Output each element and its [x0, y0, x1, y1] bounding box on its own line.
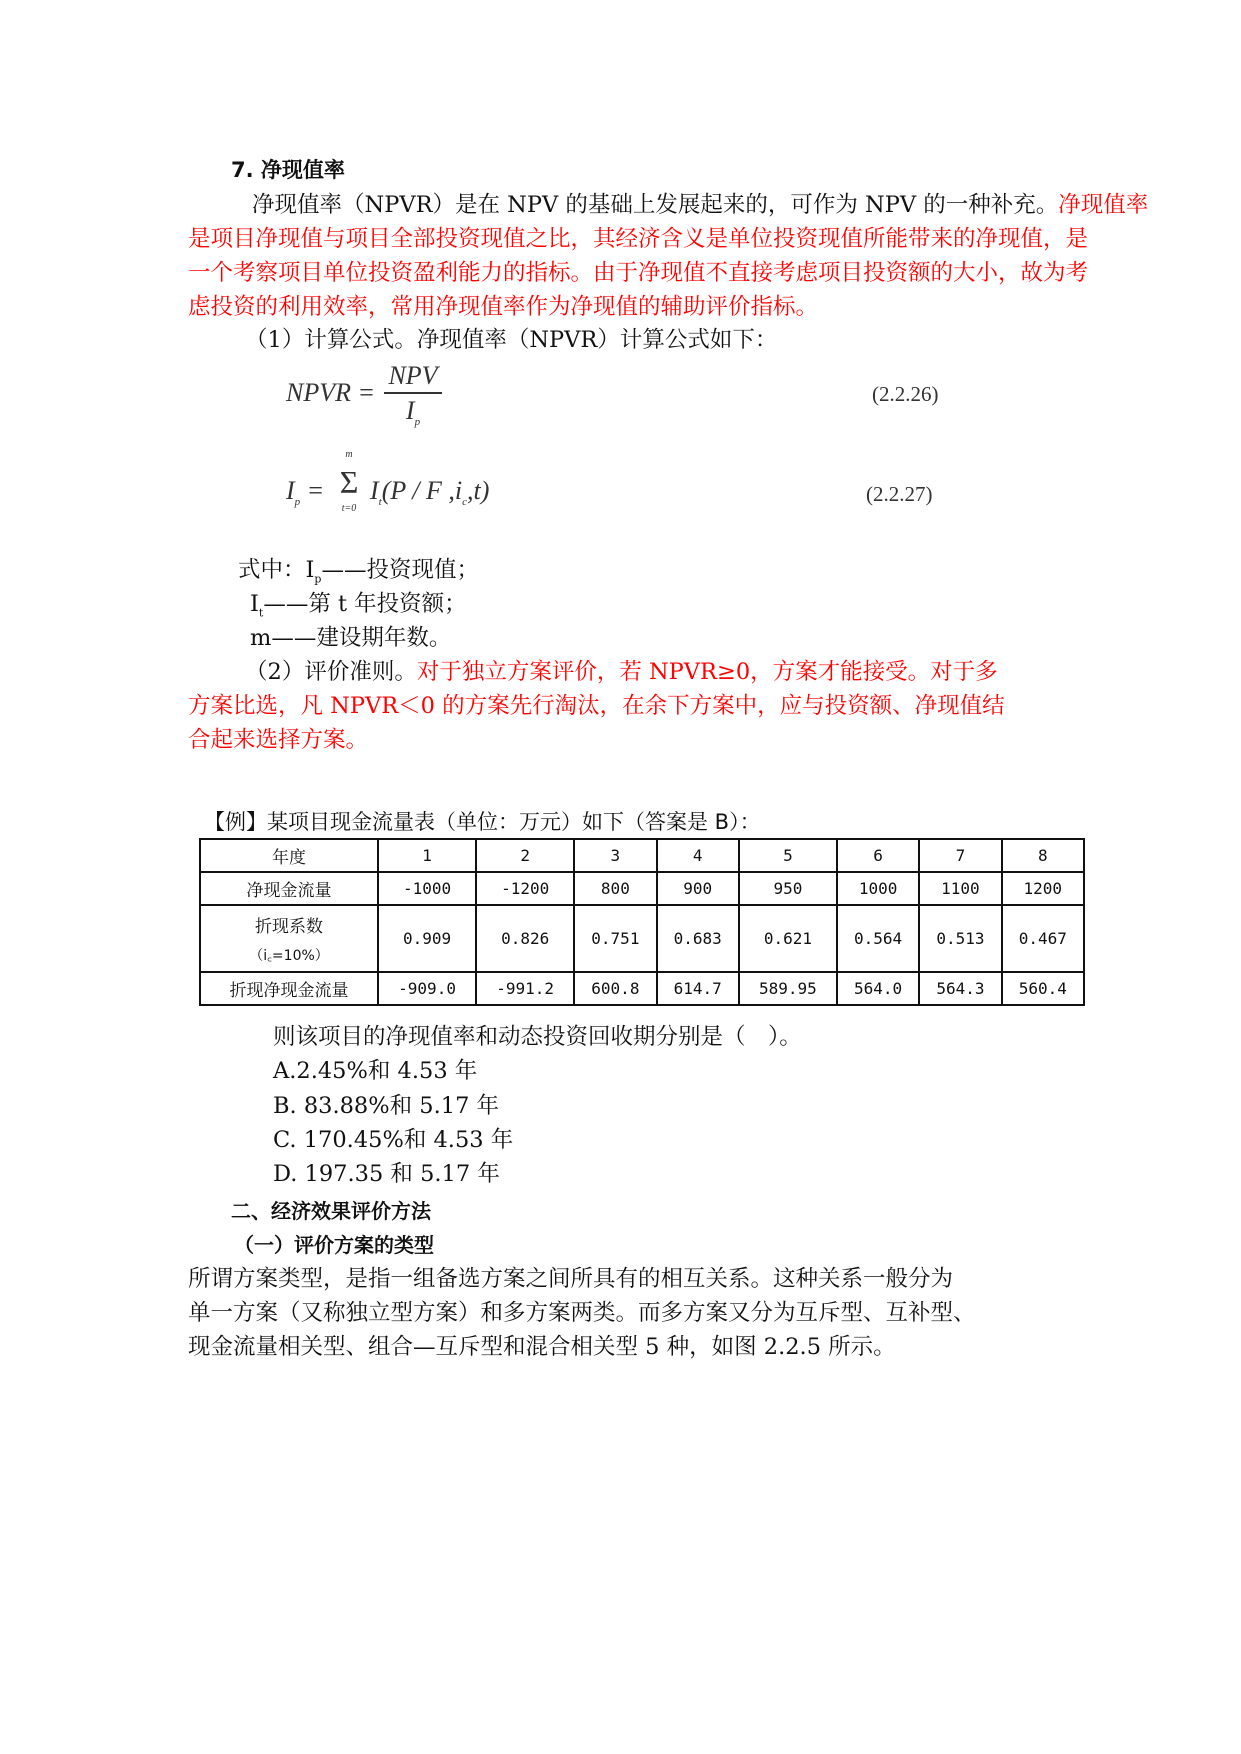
- table-cell: 0.826: [476, 905, 574, 972]
- table-cell: 800: [574, 872, 656, 905]
- table-cell: 560.4: [1002, 972, 1084, 1005]
- it-sub: t: [378, 496, 382, 509]
- table-header-cell: 3: [574, 839, 656, 872]
- ip-symbol: I: [286, 476, 295, 505]
- option-a: A.2.45%和 4.53 年: [273, 1058, 478, 1084]
- def-text: ——投资现值；: [321, 557, 479, 583]
- sum-lower: t=0: [341, 503, 357, 514]
- def-symbol: m: [250, 625, 272, 651]
- table-header-cell: 6: [837, 839, 919, 872]
- criteria-line-2: 方案比选，凡 NPVR＜0 的方案先行淘汰，在余下方案中，应与投资额、净现值结: [188, 693, 1005, 719]
- formula-lhs: NPVR =: [286, 378, 376, 407]
- intro-text: 净现值率（NPVR）是在 NPV 的基础上发展起来的，可作为 NPV 的一种补充。: [252, 192, 1059, 218]
- table-header-cell: 7: [919, 839, 1001, 872]
- table-header-cell: 4: [657, 839, 739, 872]
- formula-numerator: NPV: [384, 360, 442, 394]
- formula-ip-body: [370, 476, 490, 509]
- table-cell: -1200: [476, 872, 574, 905]
- intro-line-4: 虑投资的利用效率，常用净现值率作为净现值的辅助评价指标。: [188, 294, 819, 320]
- definition-m: [250, 621, 1130, 655]
- criteria-label: （2）评价准则。: [245, 659, 417, 685]
- closing-line-3: 现金流量相关型、组合—互斥型和混合相关型 5 种，如图 2.2.5 所示。: [188, 1334, 896, 1360]
- table-cell: 0.751: [574, 905, 656, 972]
- table-row-label: [200, 905, 378, 972]
- equation-number-1: (2.2.26): [872, 382, 939, 406]
- table-cell: 564.3: [919, 972, 1001, 1005]
- table-row: [200, 972, 1084, 1005]
- sum-operator: [334, 448, 364, 516]
- table-cell: 564.0: [837, 972, 919, 1005]
- table-cell: 600.8: [574, 972, 656, 1005]
- table-cell: 900: [657, 872, 739, 905]
- def-text: ——第 t 年投资额；: [263, 591, 467, 617]
- table-cell: 0.513: [919, 905, 1001, 972]
- definition-ip: [238, 553, 1118, 587]
- formula-fraction: [384, 360, 442, 428]
- def-text: ——建设期年数。: [271, 625, 452, 651]
- table-cell: 0.467: [1002, 905, 1084, 972]
- table-row-label: 净现金流量: [200, 872, 378, 905]
- formula-denominator: [384, 394, 442, 428]
- table-cell: -991.2: [476, 972, 574, 1005]
- row-label-note: （i꜀=10%）: [249, 948, 329, 964]
- definition-it: [250, 587, 1130, 621]
- closing-line-2: 单一方案（又称独立型方案）和多方案两类。而多方案又分为互斥型、互补型、: [188, 1300, 976, 1326]
- option-c: C. 170.45%和 4.53 年: [273, 1127, 514, 1153]
- question-text: 则该项目的净现值率和动态投资回收期分别是（ ）。: [273, 1024, 802, 1050]
- table-cell: -909.0: [378, 972, 476, 1005]
- table-cell: 589.95: [739, 972, 837, 1005]
- table-cell: 614.7: [657, 972, 739, 1005]
- intro-line-1: [252, 188, 1149, 222]
- table-cell: 0.564: [837, 905, 919, 972]
- intro-line-2: 是项目净现值与项目全部投资现值之比，其经济含义是单位投资现值所能带来的净现值，是: [188, 226, 1089, 252]
- sigma-icon: Σ: [339, 464, 359, 500]
- table-header-cell: 2: [476, 839, 574, 872]
- it-symbol: I: [370, 476, 379, 505]
- denominator-sub: p: [414, 416, 421, 429]
- formula-args-end: ,t): [467, 476, 490, 505]
- section2-heading: 二、经济效果评价方法: [231, 1199, 431, 1223]
- criteria-highlight: 对于独立方案评价，若 NPVR≥0，方案才能接受。对于多: [416, 659, 998, 685]
- def-symbol: I: [250, 591, 259, 617]
- table-cell: -1000: [378, 872, 476, 905]
- intro-highlight: 净现值率: [1058, 192, 1149, 218]
- table-cell: 0.621: [739, 905, 837, 972]
- subsection-heading: （一）评价方案的类型: [234, 1233, 434, 1257]
- ip-sub: p: [294, 496, 301, 509]
- def-prefix: 式中：: [238, 557, 306, 583]
- table-header-cell: 年度: [200, 839, 378, 872]
- table-cell: 950: [739, 872, 837, 905]
- table-cell: 1000: [837, 872, 919, 905]
- table-row: [200, 872, 1084, 905]
- sum-upper: m: [345, 449, 353, 460]
- equation-number-2: (2.2.27): [866, 482, 933, 506]
- section-heading: 7. 净现值率: [231, 158, 345, 182]
- def-sub: t: [258, 606, 264, 620]
- row-label-text: 折现系数: [255, 917, 323, 937]
- cash-flow-table: [199, 838, 1085, 1006]
- table-row: [200, 905, 1084, 972]
- table-header-cell: 5: [739, 839, 837, 872]
- ic-sub: c: [462, 496, 468, 509]
- table-cell: 0.909: [378, 905, 476, 972]
- intro-line-3: 一个考察项目单位投资盈利能力的指标。由于净现值不直接考虑项目投资额的大小，故为考: [188, 260, 1089, 286]
- criteria-line-3: 合起来选择方案。: [188, 727, 369, 753]
- table-cell: 0.683: [657, 905, 739, 972]
- def-symbol: I: [305, 557, 315, 583]
- formula-args: (P / F ,i: [381, 476, 463, 505]
- def-sub: p: [314, 572, 322, 586]
- formula-intro: （1）计算公式。净现值率（NPVR）计算公式如下：: [245, 327, 778, 353]
- table-header-cell: 1: [378, 839, 476, 872]
- table-cell: 1100: [919, 872, 1001, 905]
- option-d: D. 197.35 和 5.17 年: [273, 1161, 500, 1187]
- table-header-cell: 8: [1002, 839, 1084, 872]
- denominator-symbol: I: [405, 396, 415, 425]
- table-cell: 1200: [1002, 872, 1084, 905]
- closing-line-1: 所谓方案类型，是指一组备选方案之间所具有的相互关系。这种关系一般分为: [188, 1266, 954, 1292]
- table-header-row: [200, 839, 1084, 872]
- criteria-line-1: [245, 655, 1125, 689]
- formula-ip: $I_p$ =: [286, 476, 325, 509]
- example-title: 【例】某项目现金流量表（单位：万元）如下（答案是 B）：: [204, 810, 761, 834]
- formula-npvr: [286, 378, 375, 408]
- option-b: B. 83.88%和 5.17 年: [273, 1093, 500, 1119]
- table-row-label: 折现净现金流量: [200, 972, 378, 1005]
